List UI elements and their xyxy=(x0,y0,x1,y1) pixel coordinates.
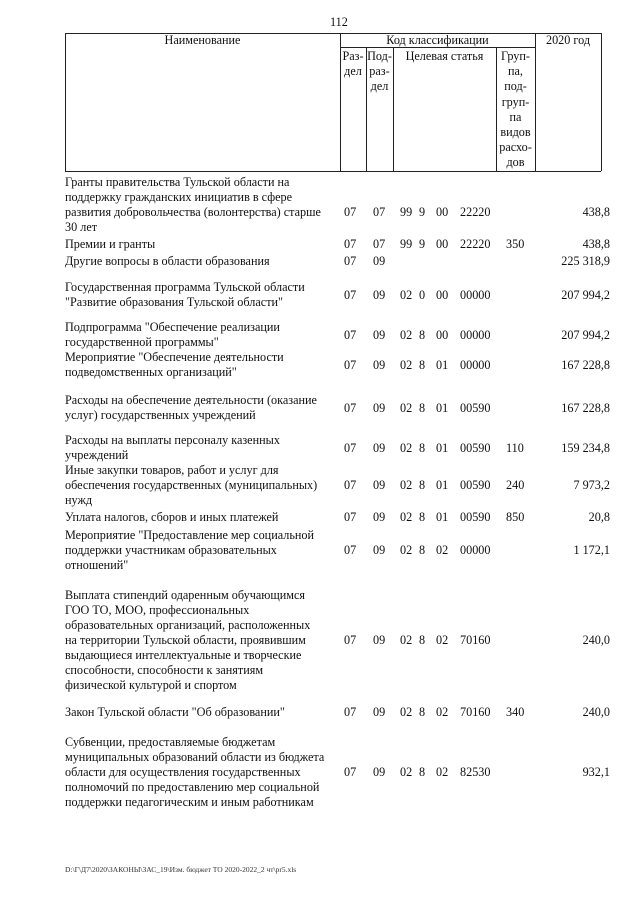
row-name-line: муниципальных образований области из бюджета xyxy=(65,750,325,764)
amount-2020: 240,0 xyxy=(582,633,610,647)
row-name-line: Государственная программа Тульской области xyxy=(65,280,305,294)
expense-group-code: 110 xyxy=(506,441,524,455)
razdel-code: 07 xyxy=(344,441,357,455)
header-podrazdel-divider xyxy=(393,47,394,171)
target-program-code: 02 xyxy=(400,441,413,455)
target-program-code: 02 xyxy=(400,765,413,779)
header-group-line: Груп- xyxy=(501,49,530,63)
target-event-code: 01 xyxy=(436,358,449,372)
header-group-line: видов xyxy=(500,125,531,140)
row-name-line: отношений" xyxy=(65,558,129,572)
target-direction-code: 22220 xyxy=(460,237,491,251)
podrazdel-code: 09 xyxy=(373,705,386,719)
target-direction-code: 00590 xyxy=(460,510,491,524)
target-direction-code: 82530 xyxy=(460,765,491,779)
header-podrazdel-line: дел xyxy=(370,79,389,93)
header-classification-code: Код классификации xyxy=(386,33,489,47)
razdel-code: 07 xyxy=(344,288,357,302)
row-name-line: Премии и гранты xyxy=(65,237,156,251)
target-program-code: 02 xyxy=(400,543,413,557)
target-direction-code: 22220 xyxy=(460,205,491,219)
target-direction-code: 70160 xyxy=(460,705,491,719)
amount-2020: 207 994,2 xyxy=(561,328,610,342)
row-name-line: выдающиеся интеллектуальные и творческие xyxy=(65,648,302,662)
target-subprogram-code: 8 xyxy=(419,705,426,719)
target-event-code: 00 xyxy=(436,328,449,342)
target-program-code: 99 xyxy=(400,237,413,251)
row-name-line: "Развитие образования Тульской области" xyxy=(65,295,284,309)
razdel-code: 07 xyxy=(344,633,357,647)
row-name-line: Мероприятие "Предоставление мер социальной xyxy=(65,528,315,542)
row-name-line: услуг) государственных учреждений xyxy=(65,408,256,422)
header-left-border xyxy=(65,33,66,171)
row-name-line: развития добровольчества (волонтерства) старше xyxy=(65,205,321,219)
target-subprogram-code: 8 xyxy=(419,478,426,492)
target-subprogram-code: 8 xyxy=(419,441,426,455)
row-name xyxy=(65,350,340,380)
razdel-code: 07 xyxy=(344,237,357,251)
row-name-line: Субвенции, предоставляемые бюджетам xyxy=(65,735,276,749)
expense-group-code: 850 xyxy=(506,510,525,524)
header-group-line: па, xyxy=(508,64,523,79)
target-direction-code: 00590 xyxy=(460,441,491,455)
row-name-line: области для осуществления государственных xyxy=(65,765,301,779)
target-program-code: 02 xyxy=(400,401,413,415)
target-program-code: 02 xyxy=(400,358,413,372)
target-event-code: 01 xyxy=(436,401,449,415)
header-target: Целевая статья xyxy=(405,49,484,63)
podrazdel-code: 09 xyxy=(373,765,386,779)
target-subprogram-code: 8 xyxy=(419,633,426,647)
podrazdel-code: 09 xyxy=(373,478,386,492)
row-name-line: нужд xyxy=(65,493,93,507)
target-program-code: 02 xyxy=(400,510,413,524)
target-subprogram-code: 9 xyxy=(419,205,426,219)
amount-2020: 438,8 xyxy=(582,205,610,219)
row-name-line: Закон Тульской области "Об образовании" xyxy=(65,705,285,719)
row-name xyxy=(65,433,340,463)
row-name xyxy=(65,175,340,235)
row-name-line: обеспечения государственных (муниципальных) xyxy=(65,478,318,492)
podrazdel-code: 09 xyxy=(373,358,386,372)
header-group-line: расхо- xyxy=(499,140,532,155)
podrazdel-code: 09 xyxy=(373,510,386,524)
target-direction-code: 00000 xyxy=(460,358,491,372)
target-direction-code: 00000 xyxy=(460,328,491,342)
target-event-code: 01 xyxy=(436,510,449,524)
podrazdel-code: 09 xyxy=(373,401,386,415)
header-year: 2020 год xyxy=(545,33,591,47)
row-name-line: Подпрограмма "Обеспечение реализации xyxy=(65,320,280,334)
podrazdel-code: 09 xyxy=(373,288,386,302)
razdel-code: 07 xyxy=(344,401,357,415)
row-name-line: способности, способности к занятиям xyxy=(65,663,264,677)
row-name-line: 30 лет xyxy=(65,220,98,234)
target-subprogram-code: 0 xyxy=(419,288,426,302)
row-name xyxy=(65,280,340,310)
amount-2020: 1 172,1 xyxy=(573,543,610,557)
razdel-code: 07 xyxy=(344,543,357,557)
header-podrazdel-line: раз- xyxy=(369,64,390,78)
row-name-line: Расходы на обеспечение деятельности (оказание xyxy=(65,393,317,407)
amount-2020: 240,0 xyxy=(582,705,610,719)
row-name xyxy=(65,237,340,252)
row-name xyxy=(65,528,340,573)
expense-group-code: 340 xyxy=(506,705,525,719)
razdel-code: 07 xyxy=(344,765,357,779)
amount-2020: 225 318,9 xyxy=(561,254,610,268)
target-subprogram-code: 9 xyxy=(419,237,426,251)
row-name-line: ГОО ТО, МОО, профессиональных xyxy=(65,603,250,617)
target-program-code: 99 xyxy=(400,205,413,219)
podrazdel-code: 09 xyxy=(373,254,386,268)
target-program-code: 02 xyxy=(400,705,413,719)
row-name xyxy=(65,510,340,525)
target-direction-code: 00000 xyxy=(460,288,491,302)
razdel-code: 07 xyxy=(344,254,357,268)
row-name-line: на территории Тульской области, проявившим xyxy=(65,633,306,647)
target-event-code: 02 xyxy=(436,633,449,647)
podrazdel-code: 09 xyxy=(373,441,386,455)
target-direction-code: 00590 xyxy=(460,401,491,415)
header-bottom-border xyxy=(65,171,601,172)
amount-2020: 438,8 xyxy=(582,237,610,251)
podrazdel-code: 09 xyxy=(373,328,386,342)
amount-2020: 167 228,8 xyxy=(561,401,610,415)
row-name-line: Уплата налогов, сборов и иных платежей xyxy=(65,510,279,524)
page-number: 112 xyxy=(330,15,348,29)
target-event-code: 02 xyxy=(436,765,449,779)
target-subprogram-code: 8 xyxy=(419,401,426,415)
row-name-line: Другие вопросы в области образования xyxy=(65,254,270,268)
razdel-code: 07 xyxy=(344,205,357,219)
podrazdel-code: 07 xyxy=(373,205,386,219)
target-event-code: 00 xyxy=(436,205,449,219)
podrazdel-code: 09 xyxy=(373,633,386,647)
target-event-code: 01 xyxy=(436,441,449,455)
header-group-line: груп- xyxy=(501,94,530,109)
expense-group-code: 240 xyxy=(506,478,525,492)
row-name-line: поддержки участникам образовательных xyxy=(65,543,277,557)
amount-2020: 7 973,2 xyxy=(573,478,610,492)
file-path-footer: D:\Г\Д7\2020\ЗАКОНЫ\ЗАС_19\Изм. бюджет ТО 2020-2022_2 чт\pr5.xls xyxy=(65,865,297,874)
target-subprogram-code: 8 xyxy=(419,328,426,342)
row-name-line: поддержки педагогическим и иным работникам xyxy=(65,795,314,809)
header-podrazdel-line: Под- xyxy=(367,49,392,63)
row-name xyxy=(65,254,340,269)
row-name-line: полномочий по предоставлению мер социальной xyxy=(65,780,320,794)
target-subprogram-code: 8 xyxy=(419,543,426,557)
header-razdel-line: Раз- xyxy=(342,49,364,63)
row-name xyxy=(65,393,340,423)
header-name: Наименование xyxy=(164,33,241,47)
amount-2020: 207 994,2 xyxy=(561,288,610,302)
target-program-code: 02 xyxy=(400,328,413,342)
expense-group-code: 350 xyxy=(506,237,525,251)
header-group-line: под- xyxy=(504,79,527,94)
target-event-code: 02 xyxy=(436,705,449,719)
amount-2020: 167 228,8 xyxy=(561,358,610,372)
row-name-line: Иные закупки товаров, работ и услуг для xyxy=(65,463,279,477)
amount-2020: 20,8 xyxy=(588,510,610,524)
header-group-line: па xyxy=(509,109,522,124)
row-name-line: Расходы на выплаты персоналу казенных xyxy=(65,433,280,447)
header-podrazdel xyxy=(366,49,393,94)
header-razdel xyxy=(340,49,366,79)
amount-2020: 932,1 xyxy=(582,765,610,779)
target-event-code: 00 xyxy=(436,288,449,302)
target-subprogram-code: 8 xyxy=(419,358,426,372)
row-name xyxy=(65,735,340,810)
razdel-code: 07 xyxy=(344,358,357,372)
podrazdel-code: 07 xyxy=(373,237,386,251)
target-direction-code: 00000 xyxy=(460,543,491,557)
header-right-border xyxy=(601,33,602,171)
row-name-line: физической культурой и спортом xyxy=(65,678,237,692)
row-name-line: учреждений xyxy=(65,448,129,462)
row-name xyxy=(65,588,340,693)
razdel-code: 07 xyxy=(344,510,357,524)
razdel-code: 07 xyxy=(344,705,357,719)
target-event-code: 00 xyxy=(436,237,449,251)
row-name xyxy=(65,463,340,508)
row-name xyxy=(65,320,340,350)
target-program-code: 02 xyxy=(400,288,413,302)
row-name-line: государственной программы" xyxy=(65,335,219,349)
row-name-line: поддержку гражданских инициатив в сфере xyxy=(65,190,293,204)
header-group xyxy=(496,49,535,171)
razdel-code: 07 xyxy=(344,328,357,342)
row-name-line: Выплата стипендий одаренным обучающимся xyxy=(65,588,305,602)
target-program-code: 02 xyxy=(400,633,413,647)
target-direction-code: 70160 xyxy=(460,633,491,647)
row-name xyxy=(65,705,340,720)
podrazdel-code: 09 xyxy=(373,543,386,557)
row-name-line: образовательных организаций, расположенных xyxy=(65,618,311,632)
amount-2020: 159 234,8 xyxy=(561,441,610,455)
target-subprogram-code: 8 xyxy=(419,510,426,524)
target-subprogram-code: 8 xyxy=(419,765,426,779)
target-event-code: 02 xyxy=(436,543,449,557)
target-program-code: 02 xyxy=(400,478,413,492)
header-razdel-line: дел xyxy=(344,64,362,78)
target-event-code: 01 xyxy=(436,478,449,492)
target-direction-code: 00590 xyxy=(460,478,491,492)
razdel-code: 07 xyxy=(344,478,357,492)
row-name-line: Мероприятие "Обеспечение деятельности xyxy=(65,350,284,364)
row-name-line: Гранты правительства Тульской области на xyxy=(65,175,290,189)
header-group-divider xyxy=(535,33,536,171)
header-group-line: дов xyxy=(506,155,525,170)
row-name-line: подведомственных организаций" xyxy=(65,365,237,379)
